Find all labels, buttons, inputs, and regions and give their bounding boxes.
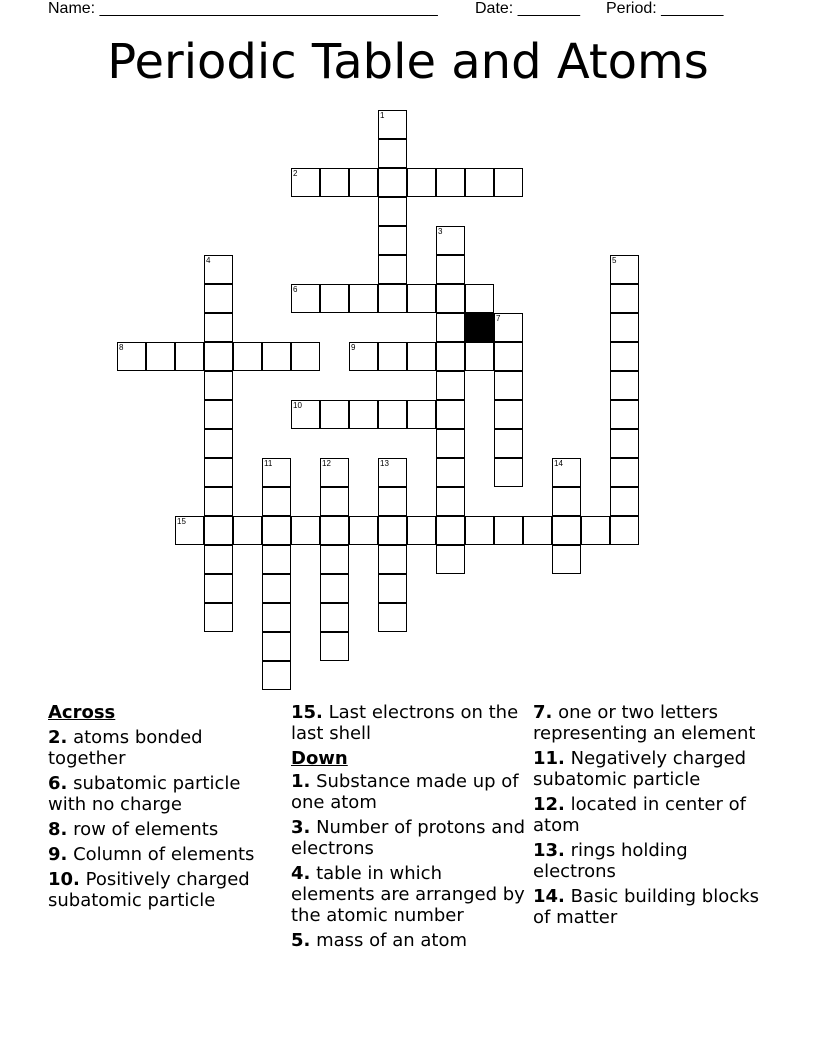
period-field[interactable]: Period: _______ — [606, 0, 724, 17]
crossword-cell[interactable] — [204, 574, 233, 603]
crossword-cell[interactable] — [262, 458, 291, 487]
crossword-cell[interactable] — [262, 574, 291, 603]
clue-number-label: 8. — [48, 819, 68, 840]
crossword-cell[interactable] — [436, 255, 465, 284]
crossword-cell[interactable] — [349, 342, 378, 371]
crossword-cell[interactable] — [378, 400, 407, 429]
clue-item — [291, 702, 526, 744]
clue-number: 14 — [554, 459, 563, 468]
clue-item — [291, 771, 526, 813]
crossword-cell[interactable] — [465, 168, 494, 197]
clue-number: 7 — [496, 314, 501, 323]
crossword-cell[interactable] — [436, 226, 465, 255]
crossword-cell[interactable] — [610, 429, 639, 458]
crossword-cell[interactable] — [436, 458, 465, 487]
crossword-cell[interactable] — [436, 284, 465, 313]
crossword-cell[interactable] — [204, 313, 233, 342]
crossword-cell[interactable] — [291, 168, 320, 197]
clue-number-label: 12. — [533, 794, 565, 815]
crossword-cell[interactable] — [204, 516, 233, 545]
clue-text: Positively charged subatomic particle — [48, 869, 250, 911]
clue-text: mass of an atom — [310, 930, 468, 951]
crossword-cell[interactable] — [436, 313, 465, 342]
crossword-cell[interactable] — [204, 284, 233, 313]
crossword-cell[interactable] — [407, 284, 436, 313]
clues-column-2 — [291, 702, 526, 955]
name-field[interactable]: Name: ______________________________________ — [48, 0, 438, 17]
crossword-cell[interactable] — [465, 284, 494, 313]
clue-number: 6 — [293, 285, 298, 294]
crossword-cell[interactable] — [465, 516, 494, 545]
clue-number-label: 6. — [48, 773, 68, 794]
clue-item — [291, 930, 526, 951]
crossword-cell[interactable] — [320, 487, 349, 516]
clue-number-label: 14. — [533, 886, 565, 907]
crossword-cell[interactable] — [204, 342, 233, 371]
crossword-cell[interactable] — [465, 342, 494, 371]
crossword-cell[interactable] — [291, 516, 320, 545]
crossword-cell[interactable] — [262, 516, 291, 545]
crossword-cell[interactable] — [552, 487, 581, 516]
clue-number-label: 13. — [533, 840, 565, 861]
crossword-cell[interactable] — [320, 458, 349, 487]
clue-item — [48, 844, 283, 865]
clue-text: Basic building blocks of matter — [533, 886, 759, 928]
crossword-cell[interactable] — [378, 603, 407, 632]
crossword-cell[interactable] — [494, 168, 523, 197]
clue-number-label: 10. — [48, 869, 80, 890]
clue-number-label: 2. — [48, 727, 68, 748]
crossword-cell[interactable] — [494, 429, 523, 458]
clue-text: Negatively charged subatomic particle — [533, 748, 747, 790]
crossword-cell[interactable] — [552, 516, 581, 545]
clue-number: 12 — [322, 459, 331, 468]
clue-number-label: 7. — [533, 702, 553, 723]
crossword-cell[interactable] — [320, 632, 349, 661]
crossword-cell[interactable] — [436, 545, 465, 574]
clue-item — [533, 886, 773, 928]
clue-text: Number of protons and electrons — [291, 817, 526, 859]
crossword-cell[interactable] — [349, 168, 378, 197]
clue-item — [48, 869, 283, 911]
crossword-cell[interactable] — [349, 400, 378, 429]
crossword-cell[interactable] — [204, 255, 233, 284]
crossword-cell[interactable] — [494, 342, 523, 371]
crossword-cell[interactable] — [436, 371, 465, 400]
crossword-cell[interactable] — [291, 342, 320, 371]
clue-text: table in which elements are arranged by the atomic number — [291, 863, 525, 926]
clue-number: 10 — [293, 401, 302, 410]
clue-text: rings holding electrons — [533, 840, 688, 882]
clue-text: row of elements — [67, 819, 219, 840]
crossword-cell[interactable] — [610, 458, 639, 487]
clues-column-1 — [48, 702, 283, 915]
clue-item — [291, 817, 526, 859]
crossword-cell[interactable] — [610, 313, 639, 342]
crossword-cell[interactable] — [436, 168, 465, 197]
crossword-cell[interactable] — [407, 168, 436, 197]
crossword-cell[interactable] — [610, 284, 639, 313]
crossword-cell[interactable] — [407, 516, 436, 545]
crossword-cell[interactable] — [175, 342, 204, 371]
crossword-cell[interactable] — [117, 342, 146, 371]
clue-number: 11 — [264, 459, 273, 468]
crossword-cell[interactable] — [378, 197, 407, 226]
crossword-cell[interactable] — [436, 487, 465, 516]
crossword-cell[interactable] — [175, 516, 204, 545]
clue-item — [533, 748, 773, 790]
clue-number-label: 11. — [533, 748, 565, 769]
clue-number-label: 5. — [291, 930, 311, 951]
crossword-cell[interactable] — [610, 516, 639, 545]
clue-item — [48, 819, 283, 840]
clue-text: Column of elements — [67, 844, 255, 865]
crossword-cell[interactable] — [204, 429, 233, 458]
crossword-cell[interactable] — [291, 284, 320, 313]
crossword-cell[interactable] — [378, 342, 407, 371]
crossword-cell[interactable] — [407, 400, 436, 429]
crossword-cell[interactable] — [552, 458, 581, 487]
clue-number: 4 — [206, 256, 211, 265]
clues-column-3 — [533, 702, 773, 932]
across-heading: Across — [48, 702, 116, 723]
crossword-cell[interactable] — [552, 545, 581, 574]
crossword-cell[interactable] — [378, 458, 407, 487]
clue-number: 5 — [612, 256, 617, 265]
crossword-cell[interactable] — [581, 516, 610, 545]
crossword-cell[interactable] — [378, 574, 407, 603]
crossword-cell[interactable] — [494, 313, 523, 342]
crossword-cell[interactable] — [233, 342, 262, 371]
crossword-cell[interactable] — [320, 574, 349, 603]
crossword-cell[interactable] — [378, 110, 407, 139]
crossword-cell[interactable] — [320, 284, 349, 313]
crossword-cell[interactable] — [494, 516, 523, 545]
clue-text: located in center of atom — [533, 794, 746, 836]
crossword-cell[interactable] — [494, 458, 523, 487]
crossword-black-cell — [465, 313, 494, 342]
crossword-cell[interactable] — [494, 400, 523, 429]
crossword-cell[interactable] — [610, 255, 639, 284]
crossword-cell[interactable] — [204, 400, 233, 429]
date-field[interactable]: Date: _______ — [475, 0, 580, 17]
crossword-cell[interactable] — [436, 400, 465, 429]
clue-number: 9 — [351, 343, 356, 352]
crossword-cell[interactable] — [378, 516, 407, 545]
clue-item — [533, 702, 773, 744]
crossword-cell[interactable] — [378, 139, 407, 168]
clue-text: Substance made up of one atom — [291, 771, 519, 813]
crossword-cell[interactable] — [349, 516, 378, 545]
clue-item — [48, 727, 283, 769]
down-heading: Down — [291, 748, 348, 769]
crossword-cell[interactable] — [610, 342, 639, 371]
crossword-cell[interactable] — [378, 284, 407, 313]
crossword-cell[interactable] — [436, 342, 465, 371]
crossword-cell[interactable] — [378, 487, 407, 516]
clue-item — [291, 863, 526, 926]
crossword-cell[interactable] — [204, 371, 233, 400]
clue-number-label: 4. — [291, 863, 311, 884]
clue-item — [533, 794, 773, 836]
crossword-cell[interactable] — [204, 603, 233, 632]
crossword-cell[interactable] — [378, 226, 407, 255]
crossword-cell[interactable] — [349, 284, 378, 313]
page-title: Periodic Table and Atoms — [107, 34, 709, 90]
crossword-cell[interactable] — [204, 487, 233, 516]
crossword-cell[interactable] — [523, 516, 552, 545]
clue-number: 15 — [177, 517, 186, 526]
clue-text: subatomic particle with no charge — [48, 773, 241, 815]
clue-number: 8 — [119, 343, 124, 352]
clue-number-label: 3. — [291, 817, 311, 838]
crossword-cell[interactable] — [494, 371, 523, 400]
clue-number: 2 — [293, 169, 298, 178]
clue-item — [48, 773, 283, 815]
clue-item — [533, 840, 773, 882]
crossword-cell[interactable] — [378, 168, 407, 197]
crossword-cell[interactable] — [262, 632, 291, 661]
crossword-cell[interactable] — [262, 661, 291, 690]
crossword-cell[interactable] — [436, 516, 465, 545]
crossword-cell[interactable] — [262, 342, 291, 371]
crossword-cell[interactable] — [262, 603, 291, 632]
crossword-cell[interactable] — [407, 342, 436, 371]
crossword-cell[interactable] — [320, 603, 349, 632]
crossword-cell[interactable] — [291, 400, 320, 429]
crossword-cell[interactable] — [610, 371, 639, 400]
clue-number: 1 — [380, 111, 385, 120]
crossword-cell[interactable] — [320, 545, 349, 574]
crossword-cell[interactable] — [320, 400, 349, 429]
clue-number-label: 9. — [48, 844, 68, 865]
crossword-cell[interactable] — [320, 168, 349, 197]
crossword-cell[interactable] — [378, 545, 407, 574]
clue-text: one or two letters representing an element — [533, 702, 756, 744]
crossword-cell[interactable] — [262, 545, 291, 574]
clue-number-label: 1. — [291, 771, 311, 792]
crossword-cell[interactable] — [233, 516, 262, 545]
clue-number-label: 15. — [291, 702, 323, 723]
crossword-cell[interactable] — [610, 400, 639, 429]
clue-text: Last electrons on the last shell — [291, 702, 519, 744]
crossword-cell[interactable] — [436, 429, 465, 458]
crossword-cell[interactable] — [320, 516, 349, 545]
crossword-cell[interactable] — [378, 255, 407, 284]
crossword-cell[interactable] — [204, 458, 233, 487]
clue-text: atoms bonded together — [48, 727, 203, 769]
clue-number: 3 — [438, 227, 443, 236]
crossword-cell[interactable] — [610, 487, 639, 516]
crossword-cell[interactable] — [146, 342, 175, 371]
crossword-cell[interactable] — [262, 487, 291, 516]
clue-number: 13 — [380, 459, 389, 468]
crossword-cell[interactable] — [204, 545, 233, 574]
